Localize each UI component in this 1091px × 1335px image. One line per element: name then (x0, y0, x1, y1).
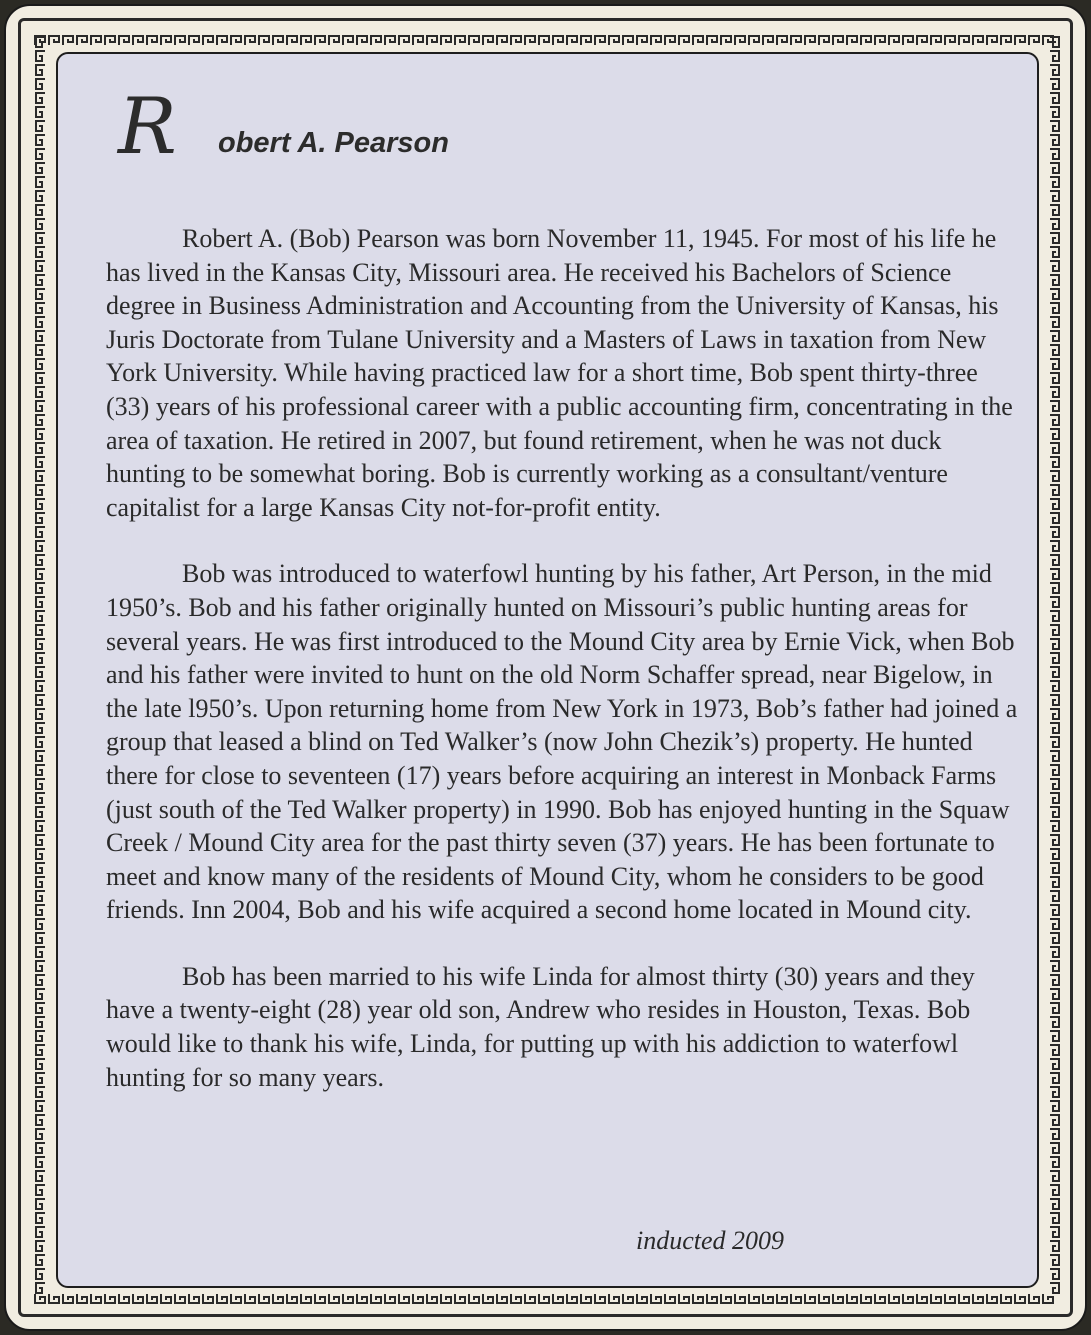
biography-text (106, 222, 1018, 1127)
biography-card (56, 52, 1039, 1288)
paragraph-early-life: Robert A. (Bob) Pearson was born November 11, 1945. For most of his life he has lived in the Kansas City, Missouri area. He received his Bachelors of Science degree in Business Administration and Accounting from the University of Kansas, his Juris Doctorate from Tulane University and a Masters of Laws in taxation from New York University. While having practiced law for a short time, Bob spent thirty-three (33) years of his professional career with a public accounting firm, concentrating in the area of taxation. He retired in 2007, but found retirement, when he was not duck hunting to be somewhat boring. Bob is currently working as a consultant/venture capitalist for a large Kansas City not-for-profit entity. (106, 224, 1013, 522)
paragraph-hunting-history: Bob was introduced to waterfowl hunting by his father, Art Person, in the mid 1950’s. Bob and his father originally hunted on Missouri’s public hunting areas for several years. He was first introduced to the Mound City area by Ernie Vick, when Bob and his father were invited to hunt on the old Norm Schaffer spread, near Bigelow, in the late l950’s. Upon returning home from New York in 1973, Bob’s father had joined a group that leased a blind on Ted Walker’s (now John Chezik’s) property. He hunted there for close to seventeen (17) years before acquiring an interest in Monback Farms (just south of the Ted Walker property) in 1990. Bob has enjoyed hunting in the Squaw Creek / Mound City area for the past thirty seven (37) years. He has been fortunate to meet and know many of the residents of Mound City, whom he considers to be good friends. Inn 2004, Bob and his wife acquired a second home located in Mound city. (106, 559, 1018, 925)
decorative-frame (4, 4, 1087, 1331)
paragraph-family: Bob has been married to his wife Linda for almost thirty (30) years and they have a twenty-eight (28) year old son, Andrew who resides in Houston, Texas. Bob would like to thank his wife, Linda, for putting up with his addiction to waterfowl hunting for so many years. (106, 961, 975, 1092)
title-name: obert A. Pearson (218, 127, 449, 159)
inducted-year: inducted 2009 (636, 1226, 785, 1255)
title-initial: R (118, 82, 175, 172)
